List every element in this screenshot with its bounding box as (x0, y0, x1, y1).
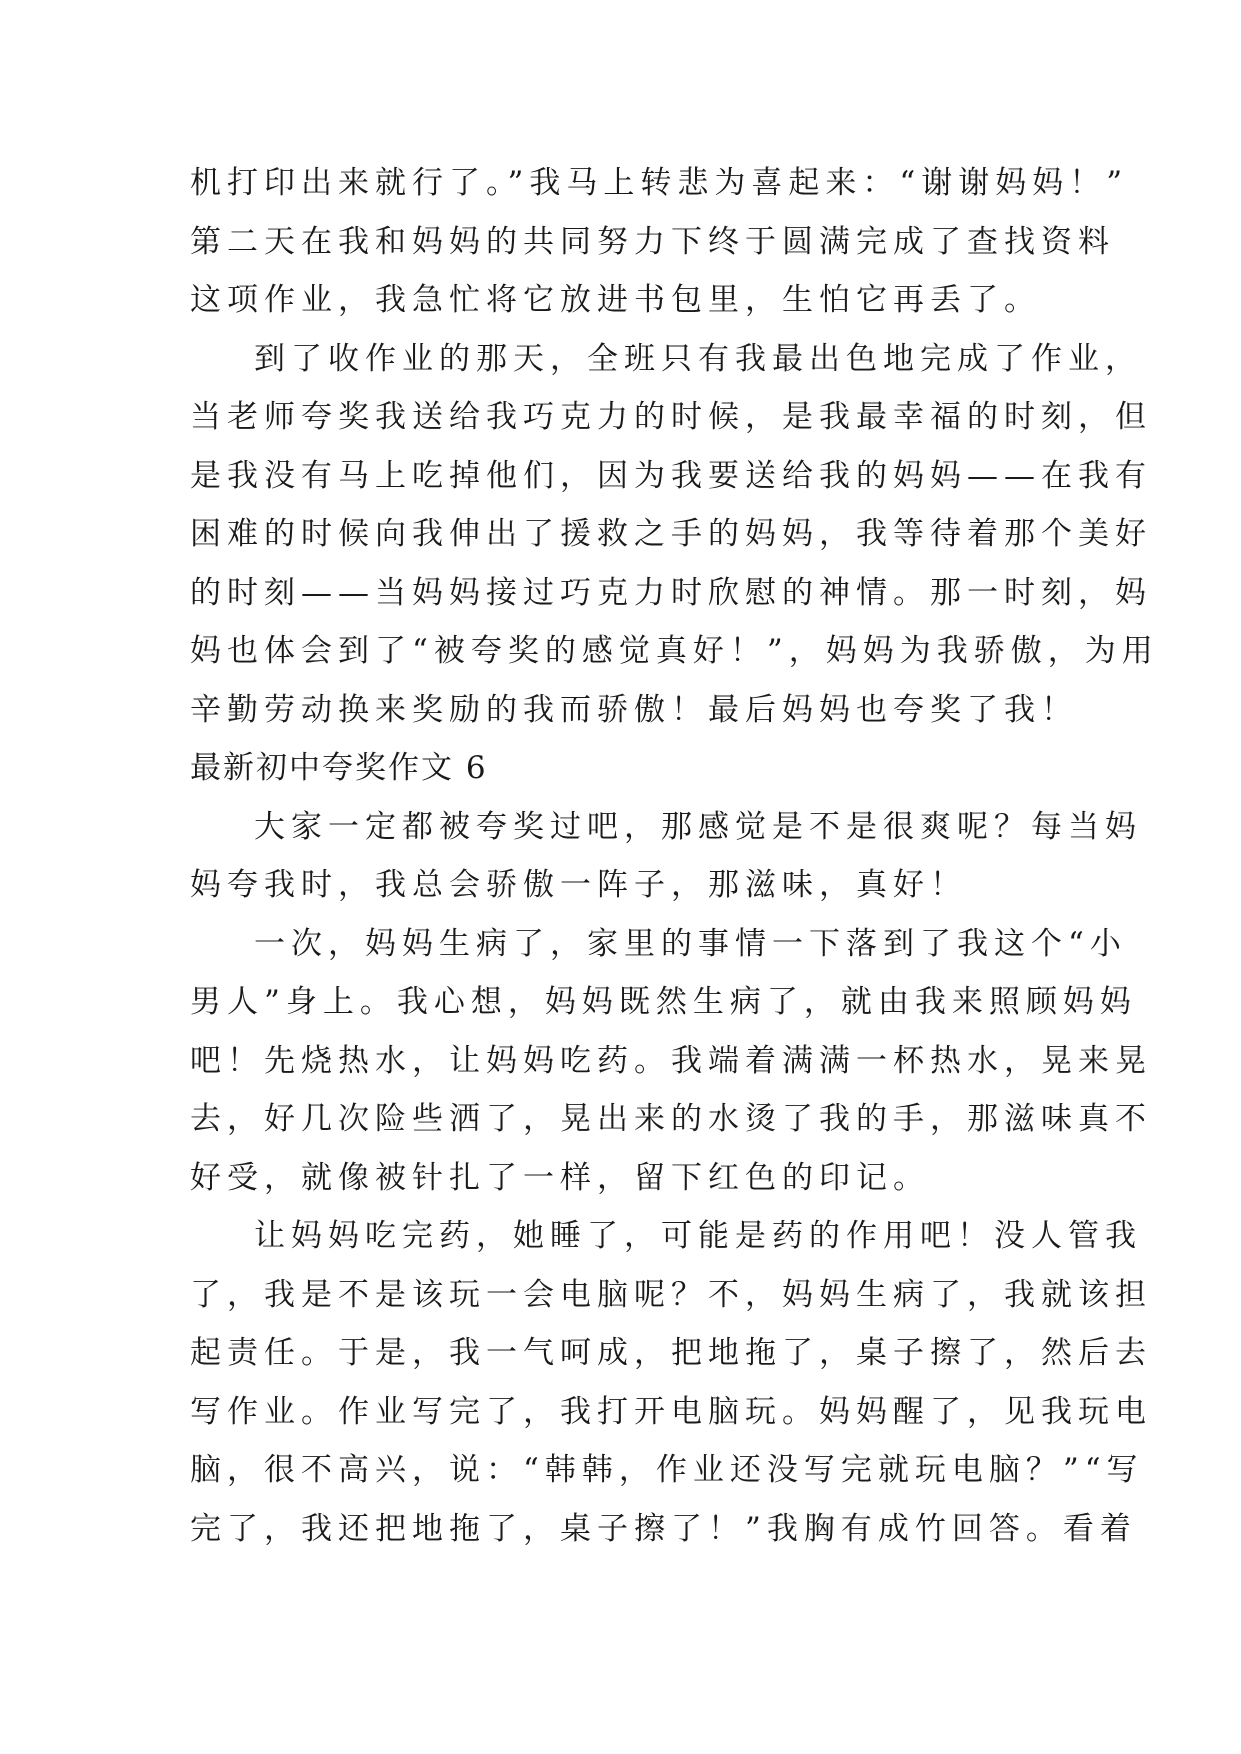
text-line: 吧！先烧热水，让妈妈吃药。我端着满满一杯热水，晃来晃 (190, 1042, 1152, 1079)
text-line: 让妈妈吃完药，她睡了，可能是药的作用吧！没人管我 (254, 1218, 1142, 1254)
text-line: 是我没有马上吃掉他们，因为我要送给我的妈妈——在我有 (190, 457, 1152, 494)
text-line: 起责任。于是，我一气呵成，把地拖了，桌子擦了，然后去 (190, 1335, 1152, 1371)
text-line: 的时刻——当妈妈接过巧克力时欣慰的神情。那一时刻，妈 (190, 574, 1152, 611)
text-line: 了，我是不是该玩一会电脑呢？不，妈妈生病了，我就该担 (190, 1276, 1152, 1313)
text-line: 机打印出来就行了。”我马上转悲为喜起来：“谢谢妈妈！” (190, 165, 1129, 201)
text-line: 大家一定都被夸奖过吧，那感觉是不是很爽呢？每当妈 (254, 808, 1142, 845)
text-line: 妈夸我时，我总会骄傲一阵子，那滋味，真好！ (190, 867, 967, 903)
text-line: 去，好几次险些洒了，晃出来的水烫了我的手，那滋味真不 (190, 1101, 1152, 1137)
document-page (190, 154, 1159, 1558)
text-line: 辛勤劳动换来奖励的我而骄傲！最后妈妈也夸奖了我！ (190, 691, 1078, 728)
text-line: 困难的时候向我伸出了援救之手的妈妈，我等待着那个美好 (190, 516, 1152, 552)
text-line: 一次，妈妈生病了，家里的事情一下落到了我这个“小 (254, 925, 1127, 962)
text-line: 妈也体会到了“被夸奖的感觉真好！”，妈妈为我骄傲，为用 (190, 633, 1159, 669)
text-line: 这项作业，我急忙将它放进书包里，生怕它再丢了。 (190, 282, 1041, 318)
text-line: 到了收作业的那天，全班只有我最出色地完成了作业， (254, 340, 1142, 377)
text-line: 写作业。作业写完了，我打开电脑玩。妈妈醒了，见我玩电 (190, 1393, 1152, 1430)
text-line: 完了，我还把地拖了，桌子擦了！”我胸有成竹回答。看着 (190, 1510, 1137, 1547)
text-line: 当老师夸奖我送给我巧克力的时候，是我最幸福的时刻，但 (190, 399, 1152, 435)
text-line: 脑，很不高兴，说：“韩韩，作业还没写完就玩电脑？”“写 (190, 1452, 1144, 1488)
text-line: 男人”身上。我心想，妈妈既然生病了，就由我来照顾妈妈 (190, 984, 1137, 1020)
section-heading: 最新初中夸奖作文 6 (190, 750, 488, 786)
text-line: 好受，就像被针扎了一样，留下红色的印记。 (190, 1159, 930, 1196)
text-line: 第二天在我和妈妈的共同努力下终于圆满完成了查找资料 (190, 223, 1115, 260)
